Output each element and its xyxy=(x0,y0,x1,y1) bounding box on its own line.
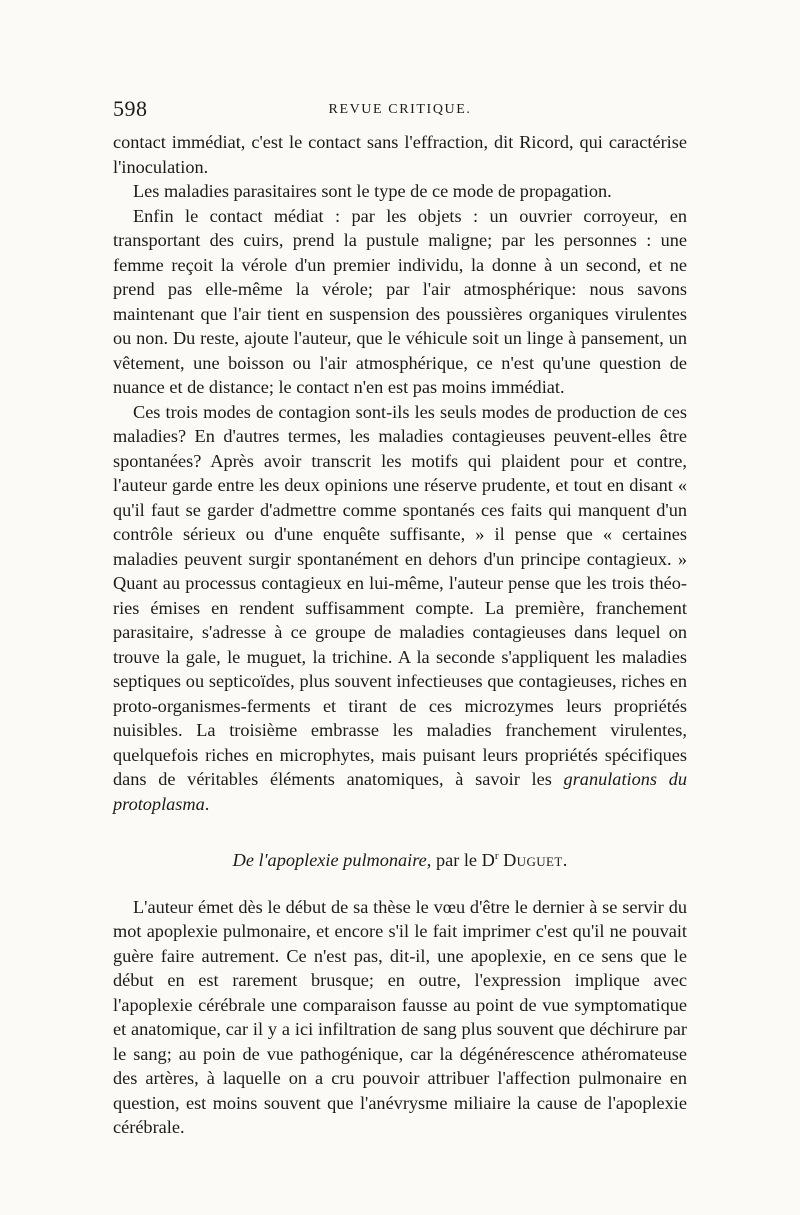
paragraph-4-italic: granulations du protoplasma xyxy=(113,769,687,814)
section-heading-title: De l'apoplexie pulmonaire xyxy=(232,850,427,871)
running-title: REVUE CRITIQUE. xyxy=(328,102,472,117)
paragraph-3: Enfin le contact médiat : par les objets : un ouvrier corroyeur, en transportant des cuirs, prend la pustule maligne; par les personnes : une femme reçoit la vérole d'un premier individu, la donne à un second, et ne prend pas elle-même la vérole; par l'air atmosphérique: nous savons maintenant que l'air tient en suspension des poussières organiques virulentes ou non. Du reste, ajoute l'auteur, que le véhicule soit un linge à pansement, un vêtement, une boisson ou l'air atmosphérique, ce n'est qu'une question de nuance et de distance; le contact n'en est pas moins immédiat. xyxy=(113,205,687,397)
section-heading-by: , par le D xyxy=(426,850,495,871)
section-heading-end: . xyxy=(562,850,568,871)
paragraph-2: Les maladies parasitaires sont le type de ce mode de propagation. xyxy=(133,181,612,201)
page-header xyxy=(113,96,687,130)
paragraph-5: L'auteur émet dès le début de sa thèse le vœu d'être le dernier à se servir du mot apoplexie pulmonaire, et encore s'il le fait imprimer c'est qu'il ne pouvait guère faire autrement. Ce n'est pas, dit-il, une apoplexie, en ce sens que le début en est rarement brusque; en outre, l'expression implique avec l'apoplexie cérébrale une comparaison fausse au point de vue symptomatique et anatomique, car il y a ici infiltration de sang plus souvent que déchirure par le sang; au poin de vue pathogénique, car la dégénérescence athéromateuse des artères, à laquelle on a cru pouvoir attribuer l'affection pulmonaire en question, est moins souvent que l'anévrysme miliaire la cause de l'apoplexie cérébrale. xyxy=(113,896,687,1138)
paragraph-4-text: Ces trois modes de contagion sont-ils les seuls modes de production de ces maladies? En d'autres termes, les maladies contagieuses peuvent-elles être spontanées? Après avoir transcrit les motifs qui plaident pour et contre, l'auteur garde entre les deux opinions une réserve prudente, et tout en disant « qu'il faut se garder d'admettre comme spontanés ces faits qui manquent d'un contrôle sérieux ou d'une enquête suffisante, » il pense que « certaines maladies peuvent surgir spontanément en dehors d'un principe contagieux. » Quant au processus contagieux en lui-même, l'auteur pense que les trois théories émises en rendent suffisamment compte. La première, franchement parasitaire, s'adresse à ce groupe de maladies contagieuses dans lequel on trouve la gale, le muguet, la trichine. A la seconde s'appliquent les maladies septiques ou septicoïdes, plus souvent infectieuses que contagieuses, riches en proto-organismes-ferments et tirant de ces microzymes leurs propriétés nuisibles. La troisième embrasse les maladies franchement virulentes, quelquefois riches en microphytes, mais puisant leurs propriétés spécifiques dans de véritables éléments anatomiques, à savoir les xyxy=(113,401,687,789)
paragraph-1: contact immédiat, c'est le contact sans l'effraction, dit Ricord, qui caractérise l'inoculation. xyxy=(113,132,687,177)
page-number: 598 xyxy=(113,96,148,121)
paragraph-4 xyxy=(113,400,687,817)
section-heading-sup: r xyxy=(494,850,499,862)
document-page xyxy=(113,96,687,1140)
section-heading-author: Duguet xyxy=(503,850,563,871)
paragraph-4-end: . xyxy=(204,793,210,814)
section-heading xyxy=(113,844,687,873)
